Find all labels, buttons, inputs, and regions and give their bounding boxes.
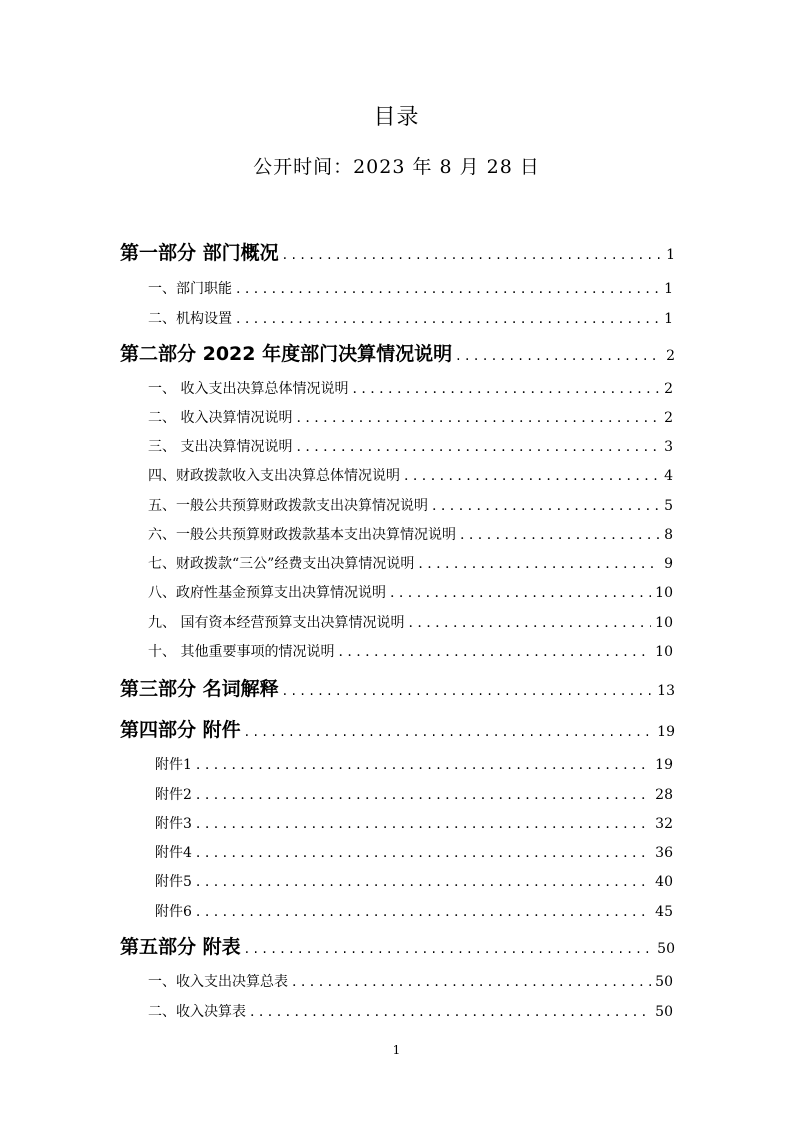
toc-item[interactable]: [148, 971, 673, 991]
toc-item[interactable]: [148, 641, 673, 661]
toc-entry-label: 附件1: [155, 757, 192, 773]
dot-leader: [196, 816, 651, 832]
toc-item[interactable]: [148, 553, 673, 573]
toc-page-number: 4: [664, 468, 673, 484]
toc-page-number: 32: [655, 816, 673, 832]
toc-item[interactable]: [155, 784, 673, 804]
toc-entry-label: 第三部分 名词解释: [120, 678, 279, 700]
toc-entry-label: 二、 收入决算情况说明: [148, 410, 293, 426]
document-title: 目录: [373, 105, 420, 130]
toc-part-1[interactable]: [120, 238, 675, 264]
toc-entry-label: 二、机构设置: [148, 311, 232, 327]
toc-entry-label: 六、一般公共预算财政拨款基本支出决算情况说明: [148, 527, 456, 543]
toc-entry-label: 五、一般公共预算财政拨款支出决算情况说明: [148, 498, 428, 514]
dot-leader: [245, 724, 654, 740]
toc-part-2[interactable]: [120, 339, 675, 365]
toc-item[interactable]: [148, 436, 673, 456]
toc-entry-label: 二、收入决算表: [148, 1004, 246, 1020]
toc-item[interactable]: [148, 407, 673, 427]
dot-leader: [283, 247, 662, 263]
toc-entry-label: 八、政府性基金预算支出决算情况说明: [148, 585, 386, 601]
toc-page-number: 19: [657, 724, 675, 740]
toc-item[interactable]: [155, 901, 673, 921]
toc-entry-label: 第二部分 2022 年度部门决算情况说明: [120, 343, 453, 365]
toc-page-number: 10: [655, 585, 673, 601]
toc-item[interactable]: [148, 612, 673, 632]
toc-page-number: 2: [664, 381, 673, 397]
toc-page-number: 36: [655, 845, 673, 861]
toc-part-3[interactable]: [120, 674, 675, 700]
dot-leader: [338, 644, 651, 660]
dot-leader: [196, 904, 651, 920]
toc-item[interactable]: [148, 308, 673, 328]
toc-item[interactable]: [148, 582, 673, 602]
toc-entry-label: 附件6: [155, 904, 192, 920]
dot-leader: [418, 556, 660, 572]
toc-part-4[interactable]: [120, 715, 675, 741]
toc-page-number: 10: [655, 644, 673, 660]
toc-item[interactable]: [155, 754, 673, 774]
page-number-footer: 1: [392, 1043, 401, 1057]
publish-date: 公开时间：2023 年 8 月 28 日: [253, 156, 540, 178]
dot-leader: [352, 381, 660, 397]
toc-page-number: 19: [655, 757, 673, 773]
dot-leader: [250, 1004, 651, 1020]
toc-item[interactable]: [155, 813, 673, 833]
dot-leader: [196, 757, 651, 773]
dot-leader: [283, 683, 654, 699]
toc-part-5[interactable]: [120, 932, 675, 958]
toc-page-number: 1: [664, 311, 673, 327]
toc-entry-label: 九、 国有资本经营预算支出决算情况说明: [148, 615, 405, 631]
toc-page-number: 13: [657, 683, 675, 699]
toc-page-number: 50: [655, 1004, 673, 1020]
dot-leader: [236, 281, 660, 297]
toc-entry-label: 第五部分 附表: [120, 936, 241, 958]
dot-leader: [456, 348, 662, 364]
dot-leader: [296, 439, 660, 455]
toc-item[interactable]: [148, 278, 673, 298]
toc-entry-label: 一、部门职能: [148, 281, 232, 297]
dot-leader: [196, 787, 651, 803]
toc-page-number: 9: [664, 556, 673, 572]
toc-page-number: 50: [657, 941, 675, 957]
toc-item[interactable]: [148, 1001, 673, 1021]
dot-leader: [292, 974, 651, 990]
dot-leader: [432, 498, 660, 514]
toc-page-number: 2: [664, 410, 673, 426]
dot-leader: [236, 311, 660, 327]
toc-page-number: 3: [664, 439, 673, 455]
toc-entry-label: 第一部分 部门概况: [120, 242, 279, 264]
dot-leader: [245, 941, 654, 957]
toc-entry-label: 附件5: [155, 874, 192, 890]
toc-entry-label: 四、财政拨款收入支出决算总体情况说明: [148, 468, 400, 484]
toc-page-number: 2: [666, 348, 675, 364]
toc-page-number: 45: [655, 904, 673, 920]
toc-entry-label: 附件3: [155, 816, 192, 832]
toc-page-number: 28: [655, 787, 673, 803]
toc-entry-label: 第四部分 附件: [120, 719, 241, 741]
toc-entry-label: 附件4: [155, 845, 192, 861]
dot-leader: [404, 468, 660, 484]
toc-entry-label: 七、财政拨款“三公”经费支出决算情况说明: [148, 556, 415, 572]
toc-page-number: 50: [655, 974, 673, 990]
toc-page-number: 5: [664, 498, 673, 514]
toc-page-number: 40: [655, 874, 673, 890]
dot-leader: [408, 615, 651, 631]
toc-entry-label: 一、收入支出决算总表: [148, 974, 288, 990]
dot-leader: [196, 874, 651, 890]
toc-page-number: 10: [655, 615, 673, 631]
toc-entry-label: 一、 收入支出决算总体情况说明: [148, 381, 349, 397]
toc-item[interactable]: [155, 871, 673, 891]
toc-item[interactable]: [148, 465, 673, 485]
toc-entry-label: 三、 支出决算情况说明: [148, 439, 293, 455]
toc-page-number: 1: [664, 281, 673, 297]
toc-entry-label: 附件2: [155, 787, 192, 803]
dot-leader: [296, 410, 660, 426]
toc-item[interactable]: [155, 842, 673, 862]
toc-item[interactable]: [148, 524, 673, 544]
toc-item[interactable]: [148, 378, 673, 398]
dot-leader: [460, 527, 660, 543]
toc-item[interactable]: [148, 495, 673, 515]
dot-leader: [196, 845, 651, 861]
dot-leader: [390, 585, 651, 601]
toc-page-number: 1: [666, 247, 675, 263]
toc-page-number: 8: [664, 527, 673, 543]
toc-entry-label: 十、 其他重要事项的情况说明: [148, 644, 335, 660]
